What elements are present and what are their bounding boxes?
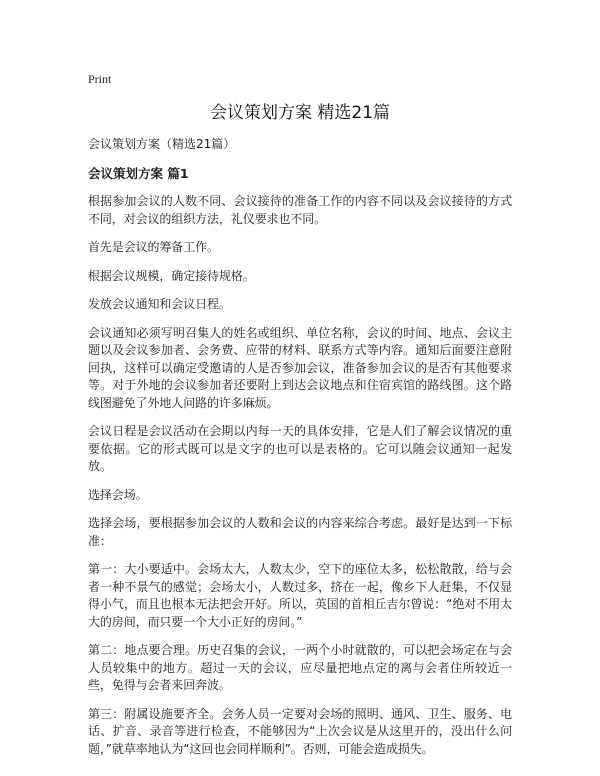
paragraph-11: 第三：附属设施要齐全。会务人员一定要对会场的照明、通风、卫生、服务、电话、扩音、录音等进行检查，不能够因为“上次会议是从这里开的，没出什么问题，”就草率地认为“这回也会同样顺利”。否则，可能会造成损失。 [88, 706, 512, 756]
paragraph-10: 第二：地点要合理。历史召集的会议，一两个小时就散的，可以把会场定在与会人员较集中的地方。超过一天的会议，应尽量把地点定的离与会者住所较近一些，免得与会者来回奔波。 [88, 643, 512, 692]
paragraph-4: 发放会议通知和会议日程。 [88, 297, 231, 311]
paragraph-5: 会议通知必须写明召集人的姓名或组织、单位名称，会议的时间、地点、会议主题以及会议参加者、会务费、应带的材料、联系方式等内容。通知后面要注意附回执，这样可以确定受邀请的人是否参加会议，准备参加会议的是否有其他要求等。对于外地的会议参加者还要附上到达会议地点和住宿宾馆的路线图。这个路线图避免了外地人问路的许多麻烦。 [88, 325, 512, 410]
document-title: 会议策划方案 精选21篇 [209, 103, 391, 123]
print-link[interactable]: Print [88, 72, 112, 86]
section-heading: 会议策划方案 篇1 [88, 166, 189, 181]
paragraph-7: 选择会场。 [88, 487, 148, 502]
paragraph-2: 首先是会议的筹备工作。 [88, 240, 219, 254]
paragraph-9: 第一：大小要适中。会场太大，人数太少，空下的座位太多，松松散散，给与会者一种不景气的感觉；会场太小，人数过多，挤在一起，像乡下人赶集，不仅显得小气，而且也根本无法把会开好。所以，英国的首相丘吉尔曾说：“绝对不用太大的房间，而只要一个大小正好的房间。” [88, 562, 512, 629]
paragraph-8: 选择会场，要根据参加会议的人数和会议的内容来综合考虑。最好是达到一下标准： [88, 516, 512, 548]
paragraph-1: 根据参加会议的人数不同、会议接待的准备工作的内容不同以及会议接待的方式不同，对会议的组织方法，礼仪要求也不同。 [88, 194, 512, 226]
paragraph-3: 根据会议规模，确定接待规格。 [88, 268, 255, 283]
document-subtitle: 会议策划方案（精选21篇） [88, 137, 236, 151]
paragraph-6: 会议日程是会议活动在会期以内每一天的具体安排，它是人们了解会议情况的重要依据。它的形式既可以是文字的也可以是表格的。它可以随会议通知一起发放。 [88, 424, 512, 473]
